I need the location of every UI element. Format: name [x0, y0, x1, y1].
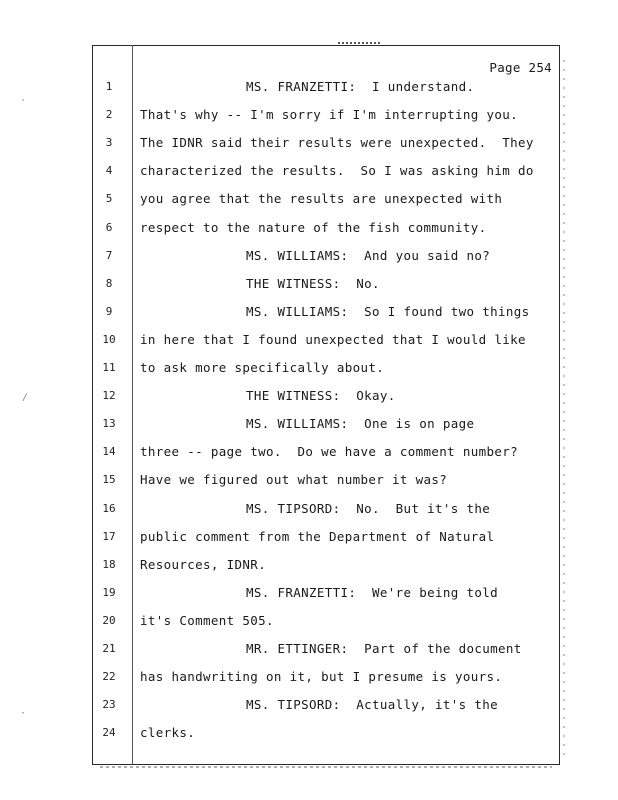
transcript-line: you agree that the results are unexpected with [140, 191, 503, 207]
transcript-line: MS. WILLIAMS: So I found two things [246, 303, 530, 319]
line-number-divider [132, 45, 133, 765]
transcript-line: three -- page two. Do we have a comment number? [140, 444, 519, 460]
transcript-page-frame [92, 45, 560, 765]
transcript-line: MS. WILLIAMS: One is on page [246, 416, 475, 432]
line-number: 9 [105, 304, 113, 318]
line-number: 17 [102, 529, 116, 543]
left-margin-speck: · [20, 708, 27, 719]
transcript-line: MR. ETTINGER: Part of the document [246, 641, 522, 656]
top-scan-artifact [338, 42, 380, 44]
line-number: 18 [102, 557, 116, 571]
transcript-line: MS. FRANZETTI: I understand. [246, 79, 475, 94]
transcript-line: MS. TIPSORD: Actually, it's the [246, 697, 499, 713]
line-number: 20 [102, 613, 116, 627]
line-number: 4 [105, 164, 113, 178]
line-number: 14 [102, 445, 116, 459]
line-number: 12 [102, 389, 116, 403]
transcript-line: THE WITNESS: Okay. [246, 388, 396, 404]
transcript-line: The IDNR said their results were unexpected. They [140, 135, 534, 151]
transcript-line: Resources, IDNR. [140, 556, 267, 572]
line-number: 24 [102, 726, 116, 740]
transcript-line: has handwriting on it, but I presume is yours. [140, 669, 503, 685]
line-number: 15 [102, 473, 116, 487]
line-number: 6 [105, 220, 113, 234]
line-number: 21 [102, 642, 116, 655]
right-margin-dots [563, 60, 565, 760]
left-margin-speck: · [20, 95, 27, 106]
transcript-line: it's Comment 505. [140, 612, 274, 628]
transcript-line: in here that I found unexpected that I would like [140, 331, 526, 347]
line-number: 10 [102, 332, 116, 346]
transcript-line: public comment from the Department of Natural [140, 528, 495, 544]
transcript-line: MS. TIPSORD: No. But it's the [246, 500, 491, 516]
line-number: 13 [102, 417, 116, 431]
line-number: 8 [105, 276, 113, 290]
line-number: 23 [102, 698, 116, 712]
line-number: 19 [102, 585, 116, 599]
line-number: 3 [105, 136, 113, 150]
line-number: 5 [105, 192, 113, 206]
line-number: 11 [102, 361, 116, 374]
line-number: 2 [105, 108, 113, 122]
transcript-line: respect to the nature of the fish community. [140, 219, 487, 235]
transcript-line: to ask more specifically about. [140, 360, 385, 375]
line-number: 1 [105, 80, 113, 93]
transcript-line: Have we figured out what number it was? [140, 472, 448, 488]
transcript-line: MS. FRANZETTI: We're being told [246, 584, 499, 600]
line-number: 7 [105, 248, 113, 262]
transcript-line: That's why -- I'm sorry if I'm interrupting you. [140, 107, 519, 123]
bottom-scan-artifact [100, 766, 552, 768]
line-number: 22 [102, 670, 116, 684]
transcript-line: MS. WILLIAMS: And you said no? [246, 247, 491, 263]
left-margin-speck: / [22, 392, 29, 403]
page-number: Page 254 [489, 60, 552, 75]
transcript-line: characterized the results. So I was asking him do [140, 163, 534, 179]
line-number: 16 [102, 501, 116, 515]
transcript-line: clerks. [140, 725, 196, 741]
transcript-line: THE WITNESS: No. [246, 275, 380, 291]
